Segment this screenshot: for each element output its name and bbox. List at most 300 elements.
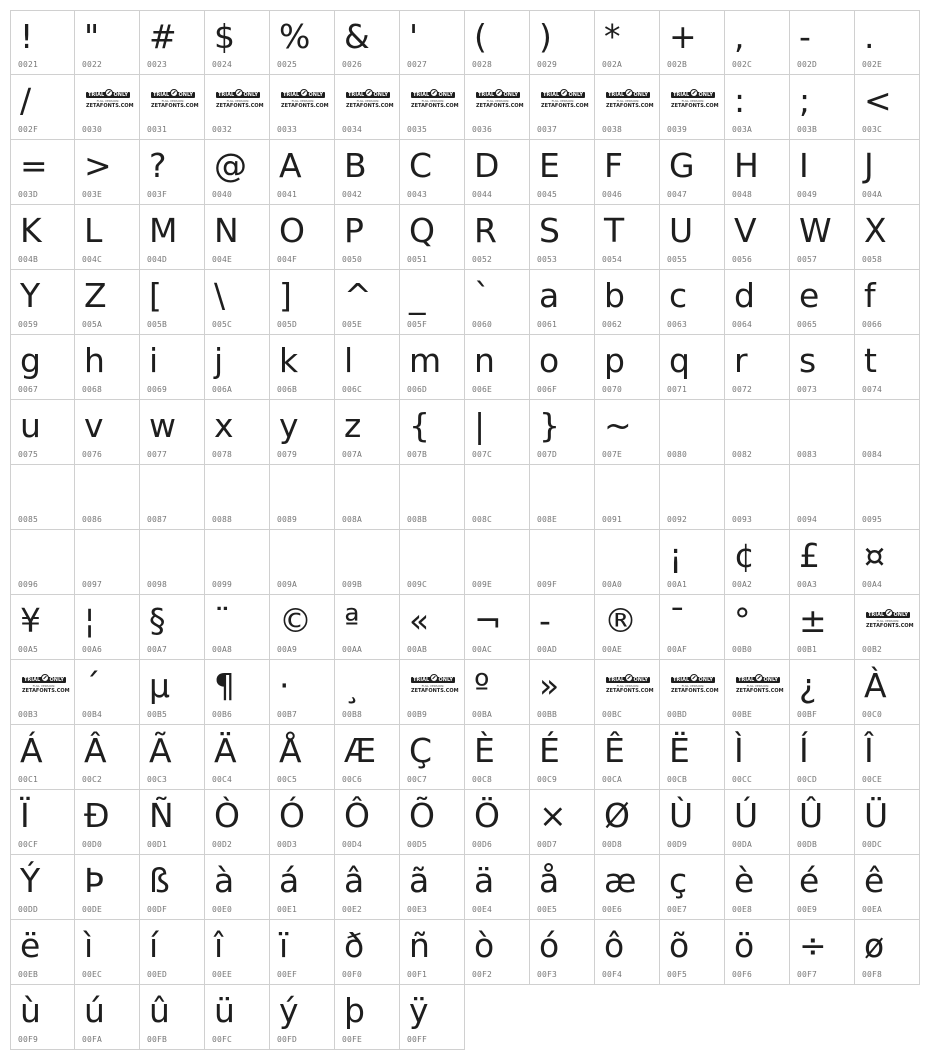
- glyph-code: 00D5: [407, 840, 428, 849]
- glyph-char: ª: [344, 601, 360, 640]
- glyph-char: ¥: [20, 601, 41, 640]
- glyph-cell: [10, 595, 75, 660]
- glyph-cell: [790, 790, 855, 855]
- glyph-cell: [75, 465, 140, 530]
- glyph-cell: [725, 595, 790, 660]
- glyph-cell: [335, 595, 400, 660]
- glyph-cell: [205, 75, 270, 140]
- glyph-char: Ê: [604, 731, 625, 770]
- glyph-char: W: [799, 211, 832, 250]
- glyph-cell: [790, 530, 855, 595]
- glyph-cell: [335, 530, 400, 595]
- glyph-code: 005B: [147, 320, 168, 329]
- trial-site: ZETAFONTS.COM: [411, 103, 459, 109]
- glyph-cell: [855, 920, 920, 985]
- glyph-code: 00F9: [18, 1035, 39, 1044]
- glyph-cell: [205, 660, 270, 725]
- glyph-char: V: [734, 211, 757, 250]
- trial-right-text: ONLY: [178, 92, 193, 98]
- trial-site: ZETAFONTS.COM: [671, 103, 719, 109]
- glyph-char: }: [539, 406, 560, 445]
- glyph-cell: [530, 920, 595, 985]
- glyph-cell: [75, 920, 140, 985]
- glyph-char: y: [279, 406, 299, 445]
- glyph-char: c: [669, 276, 688, 315]
- glyph-code: 0035: [407, 125, 428, 134]
- glyph-cell: [140, 725, 205, 790]
- glyph-cell: [270, 725, 335, 790]
- glyph-cell: [725, 205, 790, 270]
- glyph-cell: [465, 790, 530, 855]
- glyph-code: 00C0: [862, 710, 883, 719]
- glyph-code: 0046: [602, 190, 623, 199]
- glyph-cell: [270, 10, 335, 75]
- trial-right-text: ONLY: [113, 92, 128, 98]
- glyph-code: 009A: [277, 580, 298, 589]
- glyph-cell: [660, 660, 725, 725]
- glyph-code: 00A2: [732, 580, 753, 589]
- glyph-cell: [335, 660, 400, 725]
- glyph-cell: [725, 465, 790, 530]
- glyph-char: ¡: [669, 536, 683, 575]
- glyph-cell: [790, 75, 855, 140]
- glyph-cell: [855, 400, 920, 465]
- glyph-code: 0070: [602, 385, 623, 394]
- glyph-cell: [205, 335, 270, 400]
- glyph-char: ß: [149, 861, 170, 900]
- trial-subtitle: FULL VERSION:: [291, 99, 315, 103]
- glyph-code: 0061: [537, 320, 558, 329]
- glyph-cell: [400, 270, 465, 335]
- glyph-code: 0054: [602, 255, 623, 264]
- glyph-cell: [205, 140, 270, 205]
- glyph-char: ¨: [214, 601, 231, 640]
- glyph-char: ®: [604, 601, 637, 640]
- glyph-char: u: [20, 406, 41, 445]
- glyph-cell: [400, 335, 465, 400]
- glyph-code: 00DC: [862, 840, 883, 849]
- glyph-cell: [10, 465, 75, 530]
- glyph-code: 00BE: [732, 710, 753, 719]
- no-sign-icon: [170, 89, 178, 97]
- glyph-char: p: [604, 341, 625, 380]
- glyph-code: 0049: [797, 190, 818, 199]
- glyph-code: 00E0: [212, 905, 233, 914]
- glyph-cell: [270, 790, 335, 855]
- glyph-char: £: [799, 536, 820, 575]
- glyph-cell: [660, 920, 725, 985]
- glyph-char: ·: [279, 666, 290, 705]
- glyph-cell: [465, 660, 530, 725]
- glyph-char: O: [279, 211, 305, 250]
- glyph-code: 0052: [472, 255, 493, 264]
- glyph-char: $: [214, 17, 235, 56]
- glyph-cell: [335, 335, 400, 400]
- glyph-code: 00D8: [602, 840, 623, 849]
- glyph-cell: [790, 595, 855, 660]
- glyph-code: 00CA: [602, 775, 623, 784]
- glyph-cell: [595, 140, 660, 205]
- glyph-code: 003F: [147, 190, 168, 199]
- glyph-code: 00CC: [732, 775, 753, 784]
- trial-watermark: [736, 677, 784, 695]
- glyph-cell: [790, 205, 855, 270]
- glyph-cell: [725, 335, 790, 400]
- glyph-code: 008C: [472, 515, 493, 524]
- glyph-code: 00D1: [147, 840, 168, 849]
- glyph-cell: [595, 530, 660, 595]
- glyph-char: ×: [539, 796, 567, 835]
- glyph-cell: [465, 75, 530, 140]
- glyph-cell: [595, 725, 660, 790]
- glyph-cell: [75, 985, 140, 1050]
- glyph-code: 003E: [82, 190, 103, 199]
- trial-watermark: [216, 92, 264, 110]
- glyph-cell: [530, 660, 595, 725]
- glyph-code: 00EB: [18, 970, 39, 979]
- glyph-char: %: [279, 17, 311, 56]
- glyph-cell: [10, 790, 75, 855]
- glyph-cell: [140, 855, 205, 920]
- glyph-code: 00CB: [667, 775, 688, 784]
- glyph-code: 00DF: [147, 905, 168, 914]
- glyph-cell: [530, 855, 595, 920]
- glyph-code: 0098: [147, 580, 168, 589]
- no-sign-icon: [430, 89, 438, 97]
- glyph-code: 0028: [472, 60, 493, 69]
- glyph-cell: [465, 205, 530, 270]
- glyph-cell: [335, 140, 400, 205]
- glyph-cell: [75, 790, 140, 855]
- trial-left-text: TRIAL: [24, 677, 41, 683]
- glyph-char: °: [734, 601, 751, 640]
- glyph-code: 00ED: [147, 970, 168, 979]
- glyph-char: t: [864, 341, 877, 380]
- glyph-code: 0069: [147, 385, 168, 394]
- glyph-cell: [855, 660, 920, 725]
- trial-left-text: TRIAL: [673, 677, 690, 683]
- glyph-code: 00B5: [147, 710, 168, 719]
- glyph-char: ': [409, 17, 419, 56]
- glyph-code: 0085: [18, 515, 39, 524]
- glyph-code: 00F0: [342, 970, 363, 979]
- glyph-char: F: [604, 146, 623, 185]
- glyph-code: 0067: [18, 385, 39, 394]
- glyph-char: U: [669, 211, 694, 250]
- glyph-cell: [465, 530, 530, 595]
- glyph-code: 006B: [277, 385, 298, 394]
- glyph-cell: [270, 530, 335, 595]
- glyph-code: 005A: [82, 320, 103, 329]
- glyph-code: 005E: [342, 320, 363, 329]
- glyph-cell: [660, 400, 725, 465]
- glyph-cell: [335, 920, 400, 985]
- glyph-code: 00EE: [212, 970, 233, 979]
- glyph-cell: [10, 920, 75, 985]
- glyph-code: 007B: [407, 450, 428, 459]
- trial-watermark: [541, 92, 589, 110]
- glyph-char: ò: [474, 926, 495, 965]
- glyph-code: 00C6: [342, 775, 363, 784]
- glyph-char: å: [539, 861, 560, 900]
- glyph-code: 0062: [602, 320, 623, 329]
- glyph-code: 008B: [407, 515, 428, 524]
- trial-left-text: TRIAL: [348, 92, 365, 98]
- no-sign-icon: [625, 674, 633, 682]
- glyph-cell: [75, 10, 140, 75]
- glyph-code: 00A7: [147, 645, 168, 654]
- glyph-code: 0047: [667, 190, 688, 199]
- glyph-char: í: [149, 926, 159, 965]
- trial-subtitle: FULL VERSION:: [746, 684, 770, 688]
- glyph-char: Ñ: [149, 796, 174, 835]
- glyph-cell: [595, 790, 660, 855]
- glyph-cell: [595, 855, 660, 920]
- glyph-cell: [595, 270, 660, 335]
- glyph-char: +: [669, 17, 697, 56]
- glyph-cell: [75, 725, 140, 790]
- glyph-code: 0040: [212, 190, 233, 199]
- glyph-char: =: [20, 146, 48, 185]
- glyph-cell: [140, 595, 205, 660]
- glyph-cell: [855, 465, 920, 530]
- glyph-cell: [660, 335, 725, 400]
- glyph-code: 002D: [797, 60, 818, 69]
- trial-subtitle: FULL VERSION:: [681, 684, 705, 688]
- trial-site: ZETAFONTS.COM: [281, 103, 329, 109]
- glyph-char: Y: [20, 276, 41, 315]
- glyph-char: E: [539, 146, 560, 185]
- glyph-char: C: [409, 146, 433, 185]
- glyph-cell: [855, 595, 920, 660]
- no-sign-icon: [755, 674, 763, 682]
- glyph-cell: [855, 855, 920, 920]
- glyph-cell: [10, 400, 75, 465]
- glyph-char: _: [409, 276, 426, 315]
- glyph-cell: [465, 270, 530, 335]
- glyph-cell: [400, 725, 465, 790]
- glyph-code: 00C8: [472, 775, 493, 784]
- no-sign-icon: [885, 609, 893, 617]
- trial-site: ZETAFONTS.COM: [151, 103, 199, 109]
- no-sign-icon: [690, 674, 698, 682]
- glyph-char: ó: [539, 926, 560, 965]
- glyph-code: 0037: [537, 125, 558, 134]
- glyph-code: 00C3: [147, 775, 168, 784]
- glyph-code: 00CF: [18, 840, 39, 849]
- glyph-cell: [140, 790, 205, 855]
- glyph-cell: [790, 465, 855, 530]
- glyph-char: ¬: [474, 601, 502, 640]
- glyph-char: ¦: [84, 601, 96, 640]
- glyph-char: I: [799, 146, 809, 185]
- glyph-code: 00FE: [342, 1035, 363, 1044]
- glyph-cell: [335, 270, 400, 335]
- glyph-char: H: [734, 146, 759, 185]
- glyph-cell: [465, 335, 530, 400]
- glyph-cell: [75, 270, 140, 335]
- glyph-code: 004E: [212, 255, 233, 264]
- glyph-char: <: [864, 81, 892, 120]
- trial-site: ZETAFONTS.COM: [866, 623, 914, 629]
- glyph-cell: [400, 920, 465, 985]
- glyph-char: Ã: [149, 731, 172, 770]
- glyph-code: 0077: [147, 450, 168, 459]
- glyph-char: ë: [20, 926, 41, 965]
- trial-watermark: [606, 677, 654, 695]
- glyph-code: 003D: [18, 190, 39, 199]
- glyph-code: 004C: [82, 255, 103, 264]
- glyph-cell: [140, 270, 205, 335]
- glyph-cell: [400, 10, 465, 75]
- glyph-code: 0083: [797, 450, 818, 459]
- glyph-cell: [270, 985, 335, 1050]
- glyph-char: Â: [84, 731, 107, 770]
- glyph-char: #: [149, 17, 177, 56]
- trial-site: ZETAFONTS.COM: [606, 688, 654, 694]
- glyph-code: 0025: [277, 60, 298, 69]
- glyph-cell: [75, 400, 140, 465]
- trial-watermark: [411, 92, 459, 110]
- glyph-code: 0066: [862, 320, 883, 329]
- glyph-cell: [140, 660, 205, 725]
- glyph-cell: [530, 140, 595, 205]
- glyph-code: 0094: [797, 515, 818, 524]
- glyph-char: Ç: [409, 731, 433, 770]
- glyph-code: 00B7: [277, 710, 298, 719]
- trial-site: ZETAFONTS.COM: [411, 688, 459, 694]
- glyph-code: 00F2: [472, 970, 493, 979]
- glyph-cell: [790, 140, 855, 205]
- glyph-cell: [595, 10, 660, 75]
- glyph-char: ¶: [214, 666, 235, 705]
- trial-left-text: TRIAL: [413, 92, 430, 98]
- glyph-code: 0091: [602, 515, 623, 524]
- glyph-code: 0026: [342, 60, 363, 69]
- glyph-code: 0092: [667, 515, 688, 524]
- trial-left-text: TRIAL: [283, 92, 300, 98]
- glyph-char: û: [149, 991, 170, 1030]
- glyph-cell: [400, 400, 465, 465]
- glyph-cell: [660, 530, 725, 595]
- glyph-char: k: [279, 341, 299, 380]
- glyph-cell: [270, 335, 335, 400]
- glyph-code: 00D3: [277, 840, 298, 849]
- glyph-code: 0089: [277, 515, 298, 524]
- glyph-code: 00F5: [667, 970, 688, 979]
- glyph-code: 00E4: [472, 905, 493, 914]
- trial-watermark: [281, 92, 329, 110]
- glyph-cell: [75, 660, 140, 725]
- glyph-code: 006E: [472, 385, 493, 394]
- glyph-char: Ä: [214, 731, 237, 770]
- glyph-code: 00BD: [667, 710, 688, 719]
- glyph-char: Û: [799, 796, 824, 835]
- glyph-cell: [75, 855, 140, 920]
- glyph-code: 0045: [537, 190, 558, 199]
- glyph-code: 00DA: [732, 840, 753, 849]
- glyph-char: ±: [799, 601, 827, 640]
- glyph-char: ]: [279, 276, 292, 315]
- glyph-char: è: [734, 861, 755, 900]
- glyph-cell: [660, 75, 725, 140]
- glyph-cell: [530, 790, 595, 855]
- glyph-code: 0042: [342, 190, 363, 199]
- glyph-cell: [400, 660, 465, 725]
- glyph-char: ð: [344, 926, 365, 965]
- glyph-cell: [725, 855, 790, 920]
- glyph-code: 0093: [732, 515, 753, 524]
- glyph-cell: [270, 400, 335, 465]
- glyph-char: &: [344, 17, 370, 56]
- glyph-code: 00BA: [472, 710, 493, 719]
- glyph-code: 00AE: [602, 645, 623, 654]
- trial-watermark: [671, 92, 719, 110]
- glyph-char: Õ: [409, 796, 435, 835]
- glyph-char: ñ: [409, 926, 430, 965]
- glyph-char: Ï: [20, 796, 30, 835]
- glyph-code: 0027: [407, 60, 428, 69]
- glyph-cell: [855, 205, 920, 270]
- glyph-char: @: [214, 146, 247, 185]
- glyph-cell: [140, 10, 205, 75]
- glyph-code: 002C: [732, 60, 753, 69]
- glyph-code: 00CD: [797, 775, 818, 784]
- trial-left-text: TRIAL: [543, 92, 560, 98]
- glyph-char: Q: [409, 211, 435, 250]
- glyph-code: 00EF: [277, 970, 298, 979]
- glyph-code: 00E6: [602, 905, 623, 914]
- glyph-cell: [595, 920, 660, 985]
- glyph-char: A: [279, 146, 302, 185]
- glyph-code: 00FA: [82, 1035, 103, 1044]
- glyph-cell: [10, 725, 75, 790]
- glyph-char: T: [604, 211, 625, 250]
- trial-watermark: [606, 92, 654, 110]
- glyph-cell: [205, 595, 270, 660]
- trial-watermark: [476, 92, 524, 110]
- glyph-char: ;: [799, 81, 811, 120]
- glyph-cell: [660, 10, 725, 75]
- glyph-cell: [790, 270, 855, 335]
- glyph-cell: [855, 75, 920, 140]
- glyph-code: 00EA: [862, 905, 883, 914]
- glyph-code: 00B4: [82, 710, 103, 719]
- trial-site: ZETAFONTS.COM: [22, 688, 70, 694]
- glyph-char: -: [539, 601, 551, 640]
- trial-subtitle: FULL VERSION:: [161, 99, 185, 103]
- glyph-char: Ö: [474, 796, 500, 835]
- glyph-cell: [790, 725, 855, 790]
- glyph-cell: [530, 205, 595, 270]
- glyph-code: 0030: [82, 125, 103, 134]
- glyph-code: 009E: [472, 580, 493, 589]
- trial-left-text: TRIAL: [88, 92, 105, 98]
- glyph-cell: [465, 855, 530, 920]
- glyph-char: R: [474, 211, 497, 250]
- glyph-char: Á: [20, 731, 43, 770]
- glyph-cell: [855, 335, 920, 400]
- glyph-code: 00E1: [277, 905, 298, 914]
- glyph-cell: [140, 205, 205, 270]
- glyph-code: 00AB: [407, 645, 428, 654]
- trial-subtitle: FULL VERSION:: [486, 99, 510, 103]
- trial-right-text: ONLY: [438, 92, 453, 98]
- glyph-cell: [660, 855, 725, 920]
- trial-watermark: [671, 677, 719, 695]
- glyph-char: â: [344, 861, 365, 900]
- glyph-code: 00D6: [472, 840, 493, 849]
